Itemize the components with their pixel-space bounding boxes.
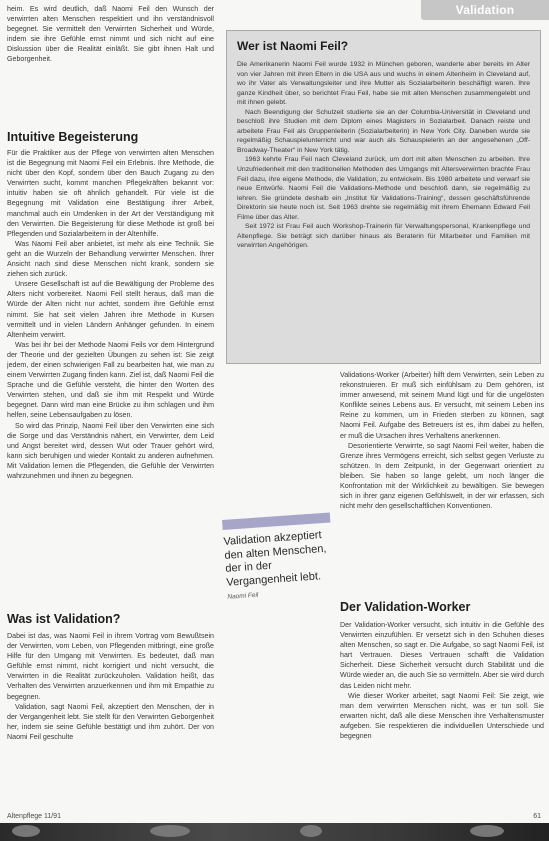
paragraph: Nach Beendigung der Schulzeit studierte sie an der Columbia-Universität in Cleveland und beschloß ihre Studien mit dem Diplom eines Magisters in Sozialarbeit. Danach reiste und arbeitete Frau Feil als Gruppenleiterin (Sozialarbeiterin) in New York City. Daneben wurde sie regelmäßig Schauspielunterricht und war auch als Schauspielerin an der angesehenen „Off-Broadway-Theater“ in New York tätig. [237, 108, 530, 154]
intro-paragraph: heim. Es wird deutlich, daß Naomi Feil den Wunsch der verwirrten alten Menschen respektiert und ihn verständnisvoll begegnet. Sie vermittelt den Verwirrten Sicherheit und Würde, indem sie ihre Gefühle ernst nimmt und sich nicht auf eine Diskussion über die Realität einläßt. Sie gibt ihnen Halt und Geborgenheit. [7, 5, 214, 64]
paragraph: Was bei ihr bei der Methode Naomi Feils vor dem Hintergrund der Theorie und der gezielten Übungen zu sehen ist: Sie zeigt jedem, der einen schwierigen Fall zu bearbeiten hat, wie man zu einem Verwirrten Zugang finden kann. Ziel ist, daß Naomi Feil die Sprache und die Gefühle versteht, die hinter den Worten des Verwirrten stehen, und daß sie ihm mit Respekt und Würde begegnet. Dann wird man eine Brücke zu ihm schlagen und ihm helfen, seine Lebensaufgaben zu lösen. [7, 340, 214, 420]
paragraph: Unsere Gesellschaft ist auf die Bewältigung der Probleme des Alters nicht vorbereitet. Naomi Feil stellt heraus, daß man die Würde der Alten nicht nur achtet, sondern ihre Gefühle ernst nimmt. Sie hat seit vielen Jahren ihre Methode in Kursen vermittelt und in vielen Ländern Anhänger gefunden. In einem Altenheim verwirrt. [7, 280, 214, 339]
decor-spot [12, 825, 40, 837]
right-column-upper [340, 370, 544, 550]
paragraph: Was Naomi Feil aber anbietet, ist mehr als eine Technik. Sie geht an die Wurzeln der Behandlung verwirrter Menschen. Ihrer Ansicht nach sind diese Menschen nicht krank, sondern sie ziehen sich zurück. [7, 239, 214, 279]
heading-intuitive-begeisterung: Intuitive Begeisterung [7, 130, 139, 144]
pull-quote-text: Validation akzeptiert den alten Menschen, der in der Vergangenheit lebt. [223, 529, 327, 589]
paragraph: 1963 kehrte Frau Feil nach Cleveland zurück, um dort mit alten Menschen zu arbeiten. Ihre Unzufriedenheit mit den traditionellen Methoden des Umgangs mit Altersverwirrten brachte Frau Feil dazu, ihre eigene Methode, die Validation, zu entwickeln. Bis 1980 arbeitete und verwarf sie neue Entwürfe. Naomi Feil die Validations-Methode und beschloß dann, sie regelmäßig zu lehren. Sie gründete deshalb ein „Institut für Validations-Training“, dessen geschäftsführende Direktorin sie heute noch ist. Seit 1963 drehte sie regelmäßig mit ihrem Ehemann Edward Feil Filme über das Alter. [237, 156, 530, 221]
heading-was-ist-validation: Was ist Validation? [7, 612, 121, 626]
heading-der-validation-worker: Der Validation-Worker [340, 600, 471, 614]
pull-quote-bar [222, 512, 330, 530]
paragraph: Validations-Worker (Arbeiter) hilft dem Verwirrten, sein Leben zu rekonstruieren. Er muß sich einfühlsam zu Dem gehören, ist immer anwesend, mit seinem Mund lügt und für die ungelösten Konflikte seines Lebens aus. Er versucht, mit seinem Leben ins Reine zu kommen, um in Frieden sterben zu können, sagt Naomi Feil. Aufgabe des Betreuers ist es, ihm dabei zu helfen, er muß die Ursachen ihres Verhaltens anerkennen. [340, 371, 544, 440]
footer-publication: Altenpflege 11/91 [7, 813, 61, 820]
paragraph: Seit 1972 ist Frau Feil auch Workshop-Trainerin für Verwaltungspersonal, Krankenpflege und Altenpflege. Sie beträgt sich darüber hinaus als Beraterin für Mitarbeiter und Familien mit verwirrten Angehörigen. [237, 223, 530, 250]
info-box-naomi-feil [226, 30, 541, 364]
paragraph: Dabei ist das, was Naomi Feil in ihrem Vortrag vom Bewußtsein der Verwirrten, vom Leben, von Pflegenden mitbringt, eine große Hilfe für den Umgang mit Verwirrten. Es bedeutet, daß man Gefühle ernst nimmt, nicht korrigiert und nicht versucht, die Verwirrten in die Realität zurückzuholen. Validation heißt, das Verhalten des Verwirrten anzuerkennen und ihm mit Empathie zu begegnen. [7, 632, 214, 701]
pull-quote [222, 512, 340, 631]
pull-quote-attribution: Naomi Feil [227, 592, 259, 602]
decor-spot [300, 825, 322, 837]
paragraph: Validation, sagt Naomi Feil, akzeptiert den Menschen, der in der Vergangenheit lebt. Sie stellt für den Verwirrten Geborgenheit her, indem sie seine Gefühle bestätigt und ihm zuhört. Der von Naomi Feil geschulte [7, 702, 214, 741]
page-number: 61 [533, 813, 541, 820]
paragraph: So wird das Prinzip, Naomi Feil über den Verwirrten eine sich die Sorge und das Verständnis nähert, ein Verwirrter, dem Leid und Angst bereitet wird, dessen Wut oder Trauer gehört wird, kann sich beruhigen und wieder Kontakt zu anderen aufnehmen. Mit Validation lernen die Pflegenden, die Gefühle der Verwirrten wahrzunehmen und ihnen zu begegnen. [7, 421, 214, 480]
section-tag: Validation [421, 0, 549, 20]
right-column-lower [340, 600, 544, 810]
decor-spot [470, 825, 504, 837]
paragraph: Der Validation-Worker versucht, sich intuitiv in die Gefühle des Verwirrten einzufühlen. Er versetzt sich in den Schuhen dieses alten Menschen, so sagt er. Die Aufgabe, so sagt Naomi Feil, ist hart Vertrauen. Dieses Vertrauen schafft die Validation Sicherheit. Diese Sicherheit versucht durch Stabilität und die Würde wieder an, die auch Sie so vermitteln. Aber sie wird durch das Leiden nicht mehr. [340, 621, 544, 690]
right-column-upper-text [340, 370, 544, 511]
info-box-text [237, 60, 530, 251]
decor-spot [150, 825, 190, 837]
paragraph: Wie dieser Worker arbeitet, sagt Naomi Feil: Sie zeigt, wie man dem verwirrten Menschen nicht, was er tun soll. Sie erwarten nicht, daß alle diese Menschen ihre Verhaltensmuster aufgeben. Sie respektieren die individuellen Unterschiede und begegnen [340, 691, 544, 741]
info-box-title: Wer ist Naomi Feil? [237, 39, 349, 53]
bottom-image-strip [0, 823, 549, 841]
paragraph: Desorientierte Verwirrte, so sagt Naomi Feil weiter, haben die Grenze ihres Vermögens erreicht, sich selbst gegen Verluste zu schützen. In dem Zeitpunkt, in der Gegenwart orientiert zu bleiben. Sie haben so lange gelebt, um noch länger die Konfrontation mit der Wirklichkeit zu bewältigen. Sie bewegen sich in ihrer ganz eigenen Gefühlswelt, in der wir erfassen, sich nicht mehr den gesellschaftlichen Konventionen. [340, 441, 544, 511]
section-intuitive-begeisterung-text [7, 148, 214, 588]
paragraph: Für die Praktiker aus der Pflege von verwirrten alten Menschen ist die Begegnung mit Naomi Feil ein Erlebnis. Ihre Methode, die nicht über den Kopf, sondern über den Bauch Zugang zu den Verwirrten sucht, kommt manchen Pflegekräften bekannt vor: intuitiv haben sie oft ähnlich gehandelt. Für viele ist die Begegnung mit Validation eine Bestätigung ihrer Arbeit, manchmal auch ein Umdenken in der Art der Verständigung mit den Verwirrten. Die Begeisterung für diese Methode ist groß bei Pflegenden und Sozialarbeitern in der Altenhilfe. [7, 149, 214, 238]
section-validation-worker-text [340, 620, 544, 800]
paragraph: Die Amerikanerin Naomi Feil wurde 1932 in München geboren, wanderte aber bereits im Alter von vier Jahren mit ihren Eltern in die USA aus und wuchs in einem Altenheim in Cleveland auf, wo ihr Vater als Verwaltungsleiter und ihre Mutter als Sozialarbeiterin beschäftigt waren. Ihre ganze Kindheit über, so berichtet Frau Feil, habe sie mit alten Menschen zusammengelebt und mit ihnen gelebt. [237, 61, 530, 107]
section-was-ist-validation-text [7, 631, 214, 801]
left-column [7, 4, 214, 809]
